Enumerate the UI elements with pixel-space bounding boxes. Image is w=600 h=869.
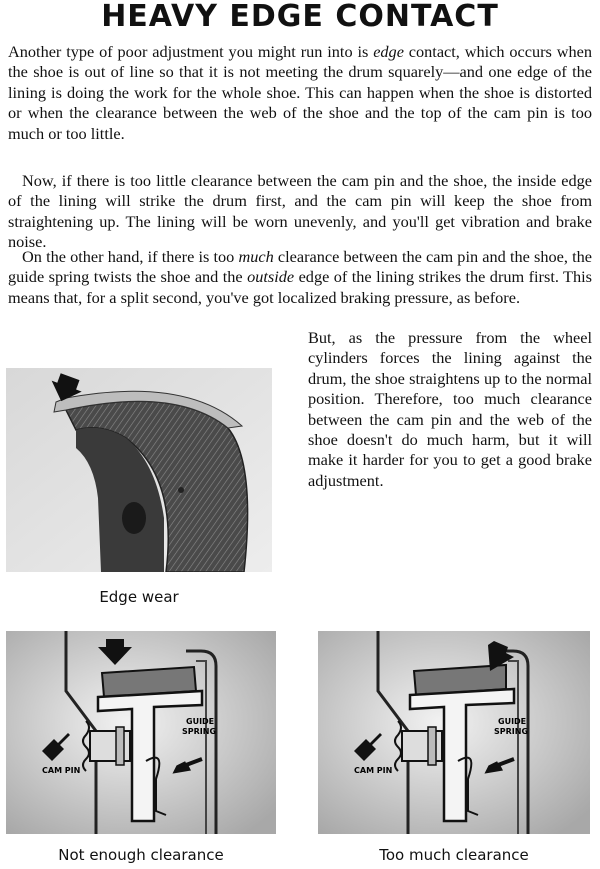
edge-wear-caption: Edge wear — [99, 588, 179, 606]
paragraph-edge-contact — [8, 42, 592, 144]
not-enough-clearance-caption: Not enough clearance — [58, 846, 224, 864]
not-enough-clearance-diagram — [6, 631, 276, 834]
paragraph-straightens: But, as the pressure from the wheel cylinders forces the lining against the drum, the shoe straightens up to the normal position. Therefore, too much clearance between the cam pin and the web of the shoe doesn't do much harm, but it will make it harder for you to get a good brake adjustment. — [308, 328, 592, 490]
page-title: HEAVY EDGE CONTACT — [101, 0, 499, 34]
paragraph-too-much-clearance — [8, 247, 592, 308]
emphasis-much: much — [238, 247, 274, 266]
paragraph-text: contact, which occurs when the shoe is out of line so that it is not meeting the drum squarely—and one edge of the lining is doing the work for the whole shoe. This can happen when the shoe is distorted or when the clearance between the web of the shoe and the top of the cam pin is too much or too little. — [8, 42, 593, 143]
edge-wear-photo — [6, 368, 272, 572]
emphasis-edge: edge — [373, 42, 404, 61]
guide-spring-label: GUIDE — [186, 717, 215, 726]
brake-shoe-illustration — [6, 368, 272, 572]
paragraph-text: On the other hand, if there is too — [22, 247, 239, 266]
guide-spring-label: GUIDE — [498, 717, 527, 726]
cam-pin-label: CAM PIN — [354, 766, 393, 775]
paragraph-text: clearance between the cam pin and the shoe, the guide spring twists the shoe and the — [8, 247, 592, 287]
too-much-clearance-diagram — [318, 631, 590, 834]
emphasis-outside: outside — [247, 267, 295, 287]
paragraph-too-little-clearance: Now, if there is too little clearance between the cam pin and the shoe, the inside edge of the lining will strike the drum first, and the cam pin will keep the shoe from straightening up. The lining will be worn unevenly, and you'll get vibration and brake noise. — [8, 171, 592, 252]
paragraph-text: edge of the lining strikes the drum first. This means that, for a split second, you've got localized braking pressure, as before. — [8, 267, 593, 307]
cam-pin-label: CAM PIN — [42, 766, 81, 775]
paragraph-text: Another type of poor adjustment you might run into is — [8, 42, 374, 61]
shoe-diagram-left — [6, 631, 276, 834]
shoe-diagram-right — [318, 631, 590, 834]
guide-spring-label-2: SPRING — [182, 727, 217, 736]
too-much-clearance-caption: Too much clearance — [379, 846, 529, 864]
guide-spring-label-2: SPRING — [494, 727, 529, 736]
